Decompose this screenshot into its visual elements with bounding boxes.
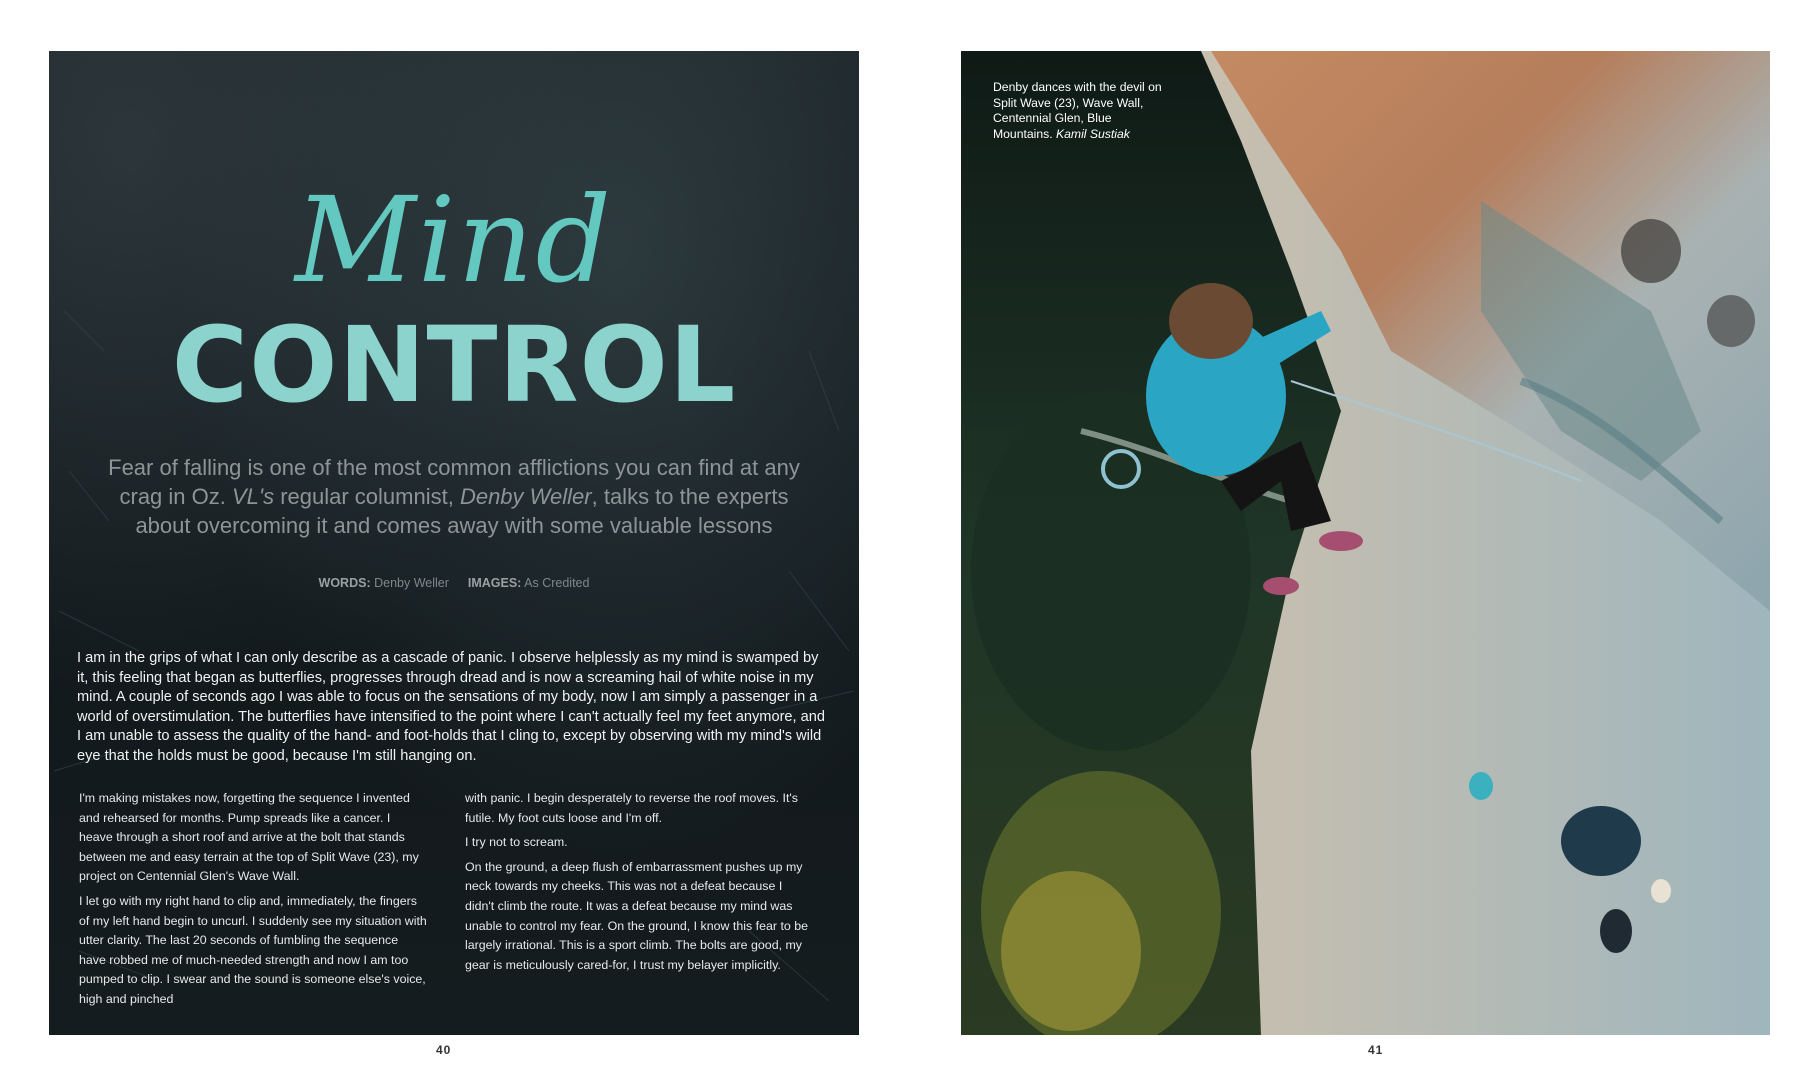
images-value: As Credited	[524, 576, 590, 590]
page-number-left: 40	[436, 1043, 452, 1057]
caption-text: Denby dances with the devil on Split Wave (23), Wave Wall, Centennial Glen, Blue Mountains.	[993, 80, 1162, 141]
photo-credit: Kamil Sustiak	[1056, 126, 1130, 141]
title-mind: Mind	[294, 171, 614, 309]
words-label: WORDS:	[318, 576, 371, 590]
photo-caption	[993, 80, 1173, 142]
body-column-right	[465, 789, 813, 980]
page-number-right: 41	[1368, 1043, 1384, 1057]
intro-paragraph: I am in the grips of what I can only describe as a cascade of panic. I observe helplessly as my mind is swamped by it, this feeling that began as butterflies, progresses through dread and is now a screaming hail of white noise in my mind. A couple of seconds ago I was able to focus on the sensations of my body, now I am simply a passenger in a world of overstimulation. The butterflies have intensified to the point where I can't actually feel my feet anymore, and I am unable to assess the quality of the hand- and foot-holds that I cling to, except by observing with my mind's wild eye that the holds must be good, because I'm still hanging on.	[77, 650, 826, 764]
left-page	[49, 51, 859, 1035]
standfirst-magazine: VL's	[231, 484, 275, 509]
standfirst-author: Denby Weller	[459, 484, 592, 509]
climbing-photo	[961, 51, 1770, 1035]
credits-line	[49, 576, 859, 590]
standfirst-text-b: regular columnist,	[274, 484, 460, 509]
body-paragraph: I try not to scream.	[465, 835, 568, 850]
body-paragraph: with panic. I begin desperately to reverse the roof moves. It's futile. My foot cuts loose and I'm off.	[465, 791, 798, 825]
title-control: CONTROL	[171, 304, 737, 426]
standfirst	[89, 453, 819, 540]
body-paragraph: I let go with my right hand to clip and, immediately, the fingers of my left hand begin to uncurl. I suddenly see my situation with utter clarity. The last 20 seconds of fumbling the sequence have robbed me of much-needed strength and now I am too pumped to clip. I swear and the sound is someone else's voice, high and pinched	[79, 893, 427, 1006]
right-page	[961, 51, 1770, 1035]
images-label: IMAGES:	[467, 576, 522, 590]
standfirst-text-c: , talks to the experts about overcoming it and comes away with some valuable lessons	[135, 484, 789, 538]
standfirst-text-a: Fear of falling is one of the most common afflictions you can find at any crag in Oz.	[108, 455, 800, 509]
body-paragraph: I'm making mistakes now, forgetting the sequence I invented and rehearsed for months. Pump spreads like a cancer. I heave through a short roof and arrive at the bolt that stands between me and easy terrain at the top of Split Wave (23), my project on Centennial Glen's Wave Wall.	[79, 791, 419, 884]
words-value: Denby Weller	[374, 576, 449, 590]
body-column-left	[79, 789, 427, 1015]
body-paragraph: On the ground, a deep flush of embarrassment pushes up my neck towards my cheeks. This was not a defeat because I didn't climb the route. It was a defeat because my mind was unable to control my fear. On the ground, I know this fear to be largely irrational. This is a sport climb. The bolts are good, my gear is meticulously cared-for, I trust my belayer implicitly.	[465, 859, 809, 972]
